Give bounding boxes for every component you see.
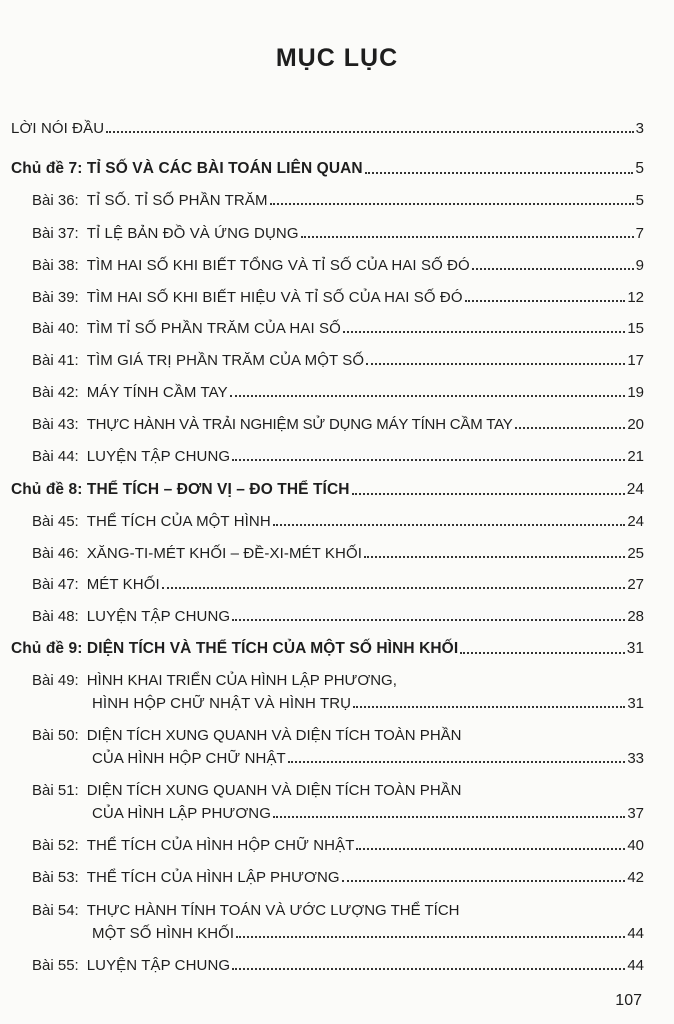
leader-dots [232,459,625,461]
toc-lesson-40[interactable] [32,320,644,337]
lesson-title: THỂ TÍCH CỦA MỘT HÌNH [86,513,271,530]
toc-lesson-52[interactable] [32,837,644,854]
toc-page-number: 19 [627,384,644,401]
toc-page-number: 31 [627,695,644,712]
leader-dots [106,131,634,133]
footer-page-number: 107 [615,992,642,1009]
toc-lesson-37[interactable] [32,225,644,242]
toc-lesson-39[interactable] [32,289,644,306]
toc-lesson-46[interactable] [32,545,644,562]
toc-page-number: 25 [627,545,644,562]
lesson-title: TỈ LỆ BẢN ĐỒ VÀ ỨNG DỤNG [86,225,299,242]
toc-lesson-42[interactable] [32,384,644,401]
toc-page-number: 17 [627,352,644,369]
toc-chapter-7[interactable] [11,160,644,178]
lesson-title: XĂNG-TI-MÉT KHỐI – ĐỀ-XI-MÉT KHỐI [86,545,362,562]
lesson-title: THỂ TÍCH CỦA HÌNH LẬP PHƯƠNG [86,869,340,886]
lesson-number: Bài 41: [32,352,79,369]
toc-lesson-49[interactable] [92,695,644,712]
leader-dots [230,395,626,397]
toc-lesson-45[interactable] [32,513,644,530]
leader-dots [232,968,625,970]
lesson-number: Bài 52: [32,837,79,854]
chapter-label: Chủ đề 8: THỂ TÍCH – ĐƠN VỊ – ĐO THỂ TÍCH [11,481,350,498]
lesson-number: Bài 47: [32,576,79,593]
chapter-label: Chủ đề 9: DIỆN TÍCH VÀ THỂ TÍCH CỦA MỘT SỐ HÌNH KHỐI [11,640,459,657]
toc-page-number: 37 [627,805,644,822]
lesson-title: TÌM HAI SỐ KHI BIẾT TỔNG VÀ TỈ SỐ CỦA HAI SỐ ĐÓ [86,257,470,274]
toc-page-number: 3 [635,120,644,137]
toc-page-number: 20 [627,416,644,433]
lesson-title-line1: DIỆN TÍCH XUNG QUANH VÀ DIỆN TÍCH TOÀN PHẦN [86,727,462,744]
lesson-title: HÌNH HỘP CHỮ NHẬT VÀ HÌNH TRỤ [92,695,352,712]
toc-entry-label: LỜI NÓI ĐẦU [11,120,105,137]
toc-lesson-41[interactable] [32,352,644,369]
lesson-number: Bài 54: [32,902,79,919]
lesson-title: CỦA HÌNH LẬP PHƯƠNG [92,805,271,822]
lesson-title: LUYỆN TẬP CHUNG [86,448,231,465]
toc-lesson-49-line1 [32,672,397,689]
toc-page-number: 15 [627,320,644,337]
lesson-number: Bài 36: [32,192,79,209]
lesson-number: Bài 53: [32,869,79,886]
lesson-title: THỂ TÍCH CỦA HÌNH HỘP CHỮ NHẬT [86,837,355,854]
leader-dots [352,493,625,495]
lesson-title: TÌM HAI SỐ KHI BIẾT HIỆU VÀ TỈ SỐ CỦA HAI SỐ ĐÓ [86,289,463,306]
toc-lesson-54[interactable] [92,925,644,942]
leader-dots [232,619,625,621]
lesson-title: THỰC HÀNH VÀ TRẢI NGHIỆM SỬ DỤNG MÁY TÍNH CẦM TAY [86,416,513,433]
leader-dots [301,236,634,238]
lesson-number: Bài 38: [32,257,79,274]
toc-lesson-51-line1 [32,782,461,799]
leader-dots [353,706,625,708]
lesson-number: Bài 51: [32,782,79,799]
toc-page-number: 21 [627,448,644,465]
leader-dots [364,556,625,558]
chapter-label: Chủ đề 7: TỈ SỐ VÀ CÁC BÀI TOÁN LIÊN QUAN [11,160,363,177]
toc-page-number: 7 [635,225,644,242]
toc-page-number: 27 [627,576,644,593]
lesson-number: Bài 49: [32,672,79,689]
lesson-number: Bài 39: [32,289,79,306]
lesson-title: LUYỆN TẬP CHUNG [86,957,231,974]
lesson-title: LUYỆN TẬP CHUNG [86,608,231,625]
toc-page-number: 33 [627,750,644,767]
toc-lesson-47[interactable] [32,576,644,593]
lesson-number: Bài 46: [32,545,79,562]
toc-page-number: 9 [635,257,644,274]
lesson-number: Bài 43: [32,416,79,433]
lesson-title-line1: HÌNH KHAI TRIỂN CỦA HÌNH LẬP PHƯƠNG, [86,672,397,689]
toc-page-number: 44 [627,957,644,974]
lesson-number: Bài 48: [32,608,79,625]
toc-chapter-8[interactable] [11,481,644,499]
leader-dots [273,816,625,818]
lesson-title: TÌM GIÁ TRỊ PHẦN TRĂM CỦA MỘT SỐ [86,352,365,369]
toc-lesson-48[interactable] [32,608,644,625]
toc-lesson-55[interactable] [32,957,644,974]
toc-page-number: 24 [627,513,644,530]
toc-chapter-9[interactable] [11,640,644,658]
toc-lesson-54-line1 [32,902,460,919]
toc-page-number: 5 [635,192,644,209]
lesson-title: TÌM TỈ SỐ PHẦN TRĂM CỦA HAI SỐ [86,320,341,337]
toc-page-number: 24 [626,481,644,498]
lesson-title: MÉT KHỐI [86,576,160,593]
leader-dots [472,268,634,270]
leader-dots [366,363,625,365]
lesson-number: Bài 40: [32,320,79,337]
toc-lesson-38[interactable] [32,257,644,274]
toc-page-number: 42 [627,869,644,886]
toc-entry-preface[interactable] [11,120,644,137]
lesson-number: Bài 45: [32,513,79,530]
leader-dots [288,761,625,763]
toc-lesson-50-line1 [32,727,461,744]
leader-dots [365,172,634,174]
lesson-number: Bài 55: [32,957,79,974]
leader-dots [270,203,634,205]
toc-page-number: 5 [635,160,644,177]
lesson-number: Bài 50: [32,727,79,744]
toc-lesson-53[interactable] [32,869,644,886]
leader-dots [273,524,626,526]
lesson-title: TỈ SỐ. TỈ SỐ PHẦN TRĂM [86,192,268,209]
toc-page-number: 28 [627,608,644,625]
lesson-title-line1: DIỆN TÍCH XUNG QUANH VÀ DIỆN TÍCH TOÀN PHẦN [86,782,462,799]
leader-dots [342,880,626,882]
toc-page-number: 12 [627,289,644,306]
toc-page-number: 31 [626,640,644,657]
leader-dots [465,300,626,302]
lesson-number: Bài 42: [32,384,79,401]
toc-lesson-43[interactable] [32,416,644,433]
lesson-title: MÁY TÍNH CẦM TAY [86,384,228,401]
lesson-title: CỦA HÌNH HỘP CHỮ NHẬT [92,750,286,767]
toc-lesson-36[interactable] [32,192,644,209]
leader-dots [460,652,625,654]
toc-page-number: 40 [627,837,644,854]
leader-dots [515,427,626,429]
toc-page-number: 44 [627,925,644,942]
lesson-number: Bài 37: [32,225,79,242]
toc-lesson-50[interactable] [92,750,644,767]
lesson-number: Bài 44: [32,448,79,465]
leader-dots [356,848,625,850]
lesson-title: MỘT SỐ HÌNH KHỐI [92,925,235,942]
leader-dots [343,331,625,333]
toc-lesson-51[interactable] [92,805,644,822]
lesson-title-line1: THỰC HÀNH TÍNH TOÁN VÀ ƯỚC LƯỢNG THỂ TÍCH [86,902,460,919]
leader-dots [162,587,626,589]
page-title: MỤC LỤC [275,44,399,72]
leader-dots [236,936,625,938]
toc-lesson-44[interactable] [32,448,644,465]
